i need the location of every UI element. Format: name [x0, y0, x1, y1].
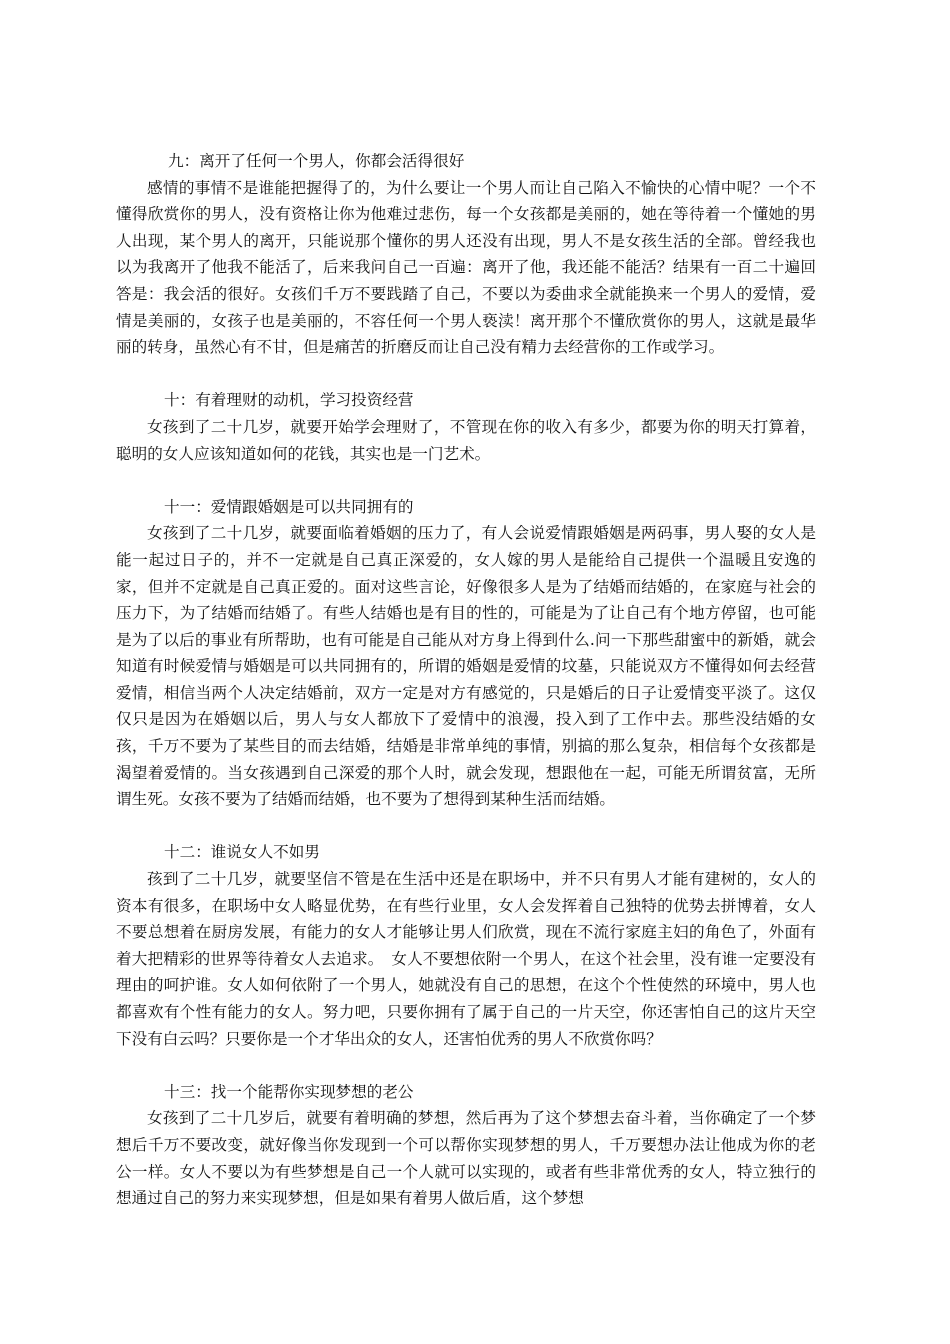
section-heading: 十：有着理财的动机，学习投资经营 — [164, 391, 414, 410]
section-heading: 九：离开了任何一个男人，你都会活得很好 — [168, 152, 465, 170]
section-body: 孩到了二十几岁，就要坚信不管是在生活中还是在职场中，并不只有男人才能有建树的，女人的资本有很多，在职场中女人略显优势，在有些行业里，女人会发挥着自己独特的优势去拼博着，女人不要总想着在厨房发展，有能力的女人才能够让男人们欣赏，现在不流行家庭主妇的角色了，外面有着大把精彩的世界等待着女人去追求。 女人不要想依附一个男人，在这个社会里，没有谁一定要没有理由的呵护谁。女人如何依附了一个男人，她就没有自己的思想，在这个个性使然的环境中，男人也都喜欢有个性有能力的女人。努力吧，只要你拥有了属于自己的一片天空，你还害怕自己的这片天空下没有白云吗？只要你是一个才华出众的女人，还害怕优秀的男人不欣赏你吗？ — [116, 870, 816, 1048]
section-heading: 十一：爱情跟婚姻是可以共同拥有的 — [164, 497, 414, 516]
section-heading: 十三：找一个能帮你实现梦想的老公 — [164, 1082, 414, 1101]
section-11 — [116, 494, 816, 813]
section-13 — [116, 1079, 816, 1212]
section-10 — [116, 387, 816, 467]
section-body: 女孩到了二十几岁，就要面临着婚姻的压力了，有人会说爱情跟婚姻是两码事，男人娶的女人是能一起过日子的，并不一定就是自己真正深爱的，女人嫁的男人是能给自己提供一个温暖且安逸的家，但并不定就是自己真正爱的。面对这些言论，好像很多人是为了结婚而结婚的，在家庭与社会的压力下，为了结婚而结婚了。有些人结婚也是有目的性的，可能是为了让自己有个地方停留，也可能是为了以后的事业有所帮助，也有可能是自己能从对方身上得到什么.问一下那些甜蜜中的新婚，就会知道有时候爱情与婚姻是可以共同拥有的，所谓的婚姻是爱情的坟墓，只能说双方不懂得如何去经营爱情，相信当两个人决定结婚前，双方一定是对方有感觉的，只是婚后的日子让爱情变平淡了。这仅仅只是因为在婚姻以后，男人与女人都放下了爱情中的浪漫，投入到了工作中去。那些没结婚的女孩，千万不要为了某些目的而去结婚，结婚是非常单纯的事情，别搞的那么复杂，相信每个女孩都是渴望着爱情的。当女孩遇到自己深爱的那个人时，就会发现，想跟他在一起，可能无所谓贫富，无所谓生死。女孩不要为了结婚而结婚，也不要为了想得到某种生活而结婚。 — [116, 524, 816, 809]
section-12 — [116, 839, 816, 1052]
document-page — [116, 148, 816, 1238]
section-body: 感情的事情不是谁能把握得了的，为什么要让一个男人而让自己陷入不愉快的心情中呢？一个不懂得欣赏你的男人，没有资格让你为他难过悲伤，每一个女孩都是美丽的，她在等待着一个懂她的男人出现，某个男人的离开，只能说那个懂你的男人还没有出现，男人不是女孩生活的全部。曾经我也以为我离开了他我不能活了，后来我问自己一百遍：离开了他，我还能不能活？结果有一百二十遍回答是：我会活的很好。女孩们千万不要践踏了自己，不要以为委曲求全就能换来一个男人的爱情，爱情是美丽的，女孩子也是美丽的，不容任何一个男人亵渎！离开那个不懂欣赏你的男人，这就是最华丽的转身，虽然心有不甘，但是痛苦的折磨反而让自己没有精力去经营你的工作或学习。 — [116, 178, 816, 357]
section-9 — [116, 148, 816, 361]
section-heading: 十二：谁说女人不如男 — [164, 843, 320, 862]
section-body: 女孩到了二十几岁，就要开始学会理财了，不管现在你的收入有多少，都要为你的明天打算着，聪明的女人应该知道如何的花钱，其实也是一门艺术。 — [116, 417, 816, 463]
section-body: 女孩到了二十几岁后，就要有着明确的梦想，然后再为了这个梦想去奋斗着，当你确定了一个梦想后千万不要改变，就好像当你发现到一个可以帮你实现梦想的男人，千万要想办法让他成为你的老公一样。女人不要以为有些梦想是自己一个人就可以实现的，或者有些非常优秀的女人，特立独行的想通过自己的努力来实现梦想，但是如果有着男人做后盾，这个梦想 — [116, 1109, 816, 1208]
